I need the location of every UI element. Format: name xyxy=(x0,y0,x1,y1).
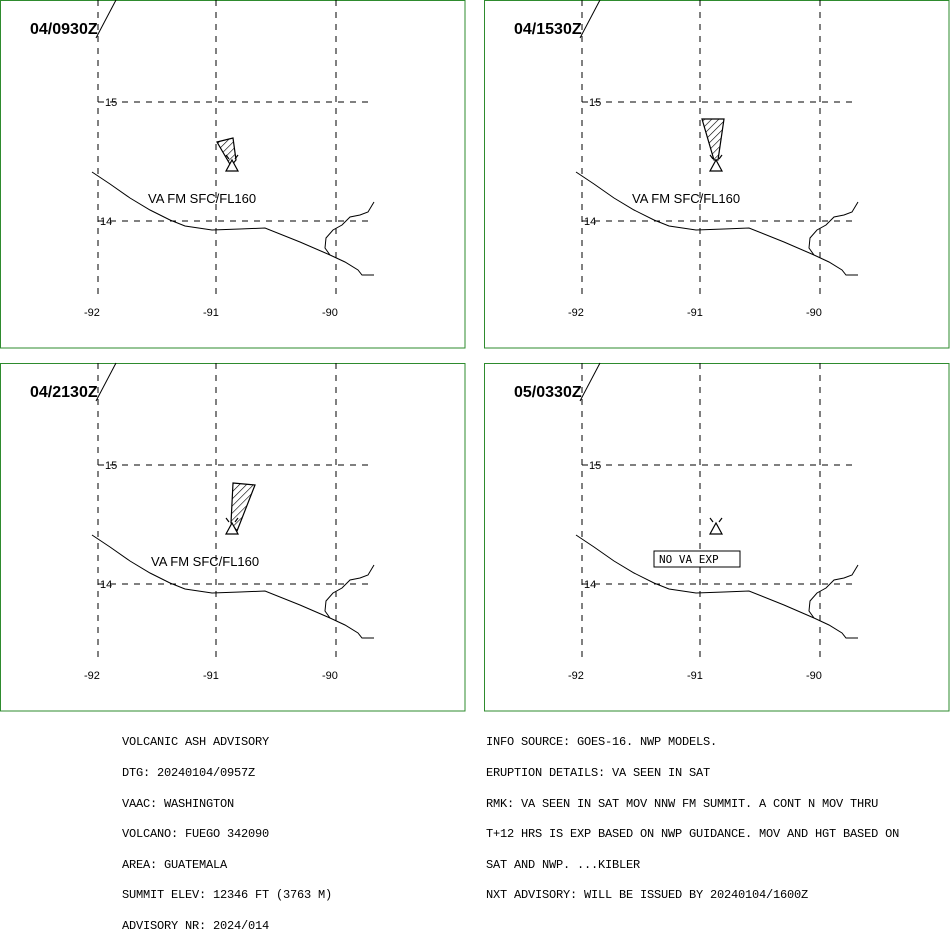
longitude-label: -92 xyxy=(568,307,584,319)
advisory-title: VOLCANIC ASH ADVISORY xyxy=(122,735,270,750)
longitude-label: -90 xyxy=(322,670,338,682)
eruption-details: ERUPTION DETAILS: VA SEEN IN SAT xyxy=(486,766,711,781)
longitude-label: -91 xyxy=(687,307,703,319)
latitude-label-15: 15 xyxy=(105,460,118,472)
advisory-volcano: VOLCANO: FUEGO 342090 xyxy=(122,827,270,842)
remarks-line-3: SAT AND NWP. ...KIBLER xyxy=(486,857,641,872)
advisory-details-block xyxy=(486,717,899,911)
panel-frame xyxy=(1,1,466,349)
volcano-plume-mark xyxy=(226,518,229,522)
longitude-label: -92 xyxy=(84,670,100,682)
longitude-label: -91 xyxy=(203,670,219,682)
map-edge-line xyxy=(580,0,600,38)
advisory-vaac: VAAC: WASHINGTON xyxy=(122,796,235,811)
longitude-label: -90 xyxy=(322,307,338,319)
longitude-label: -92 xyxy=(84,307,100,319)
coastline xyxy=(92,172,374,275)
latitude-label-15: 15 xyxy=(105,97,118,109)
coastline-inlet xyxy=(809,565,858,618)
volcano-plume-mark xyxy=(710,518,713,522)
advisory-header-block xyxy=(122,717,332,941)
map-edge-line xyxy=(96,363,116,401)
map-panel-3 xyxy=(0,363,465,711)
map-panel-1 xyxy=(0,0,465,348)
advisory-number: ADVISORY NR: 2024/014 xyxy=(122,919,270,934)
latitude-label-14: 14 xyxy=(100,579,113,591)
forecast-time-label: 04/0930Z xyxy=(30,21,98,38)
forecast-time-label: 04/1530Z xyxy=(514,21,582,38)
info-source: INFO SOURCE: GOES-16. NWP MODELS. xyxy=(486,735,718,750)
panel-frame xyxy=(485,1,950,349)
map-panel-canvas xyxy=(484,0,950,349)
longitude-label: -91 xyxy=(203,307,219,319)
remarks-line-2: T+12 HRS IS EXP BASED ON NWP GUIDANCE. MOV AND HGT BASED ON xyxy=(486,827,900,842)
no-va-label: NO VA EXP xyxy=(659,553,719,566)
advisory-summit-elev: SUMMIT ELEV: 12346 FT (3763 M) xyxy=(122,888,333,903)
ash-cloud-polygon xyxy=(231,483,255,531)
coastline-inlet xyxy=(325,565,374,618)
latitude-label-15: 15 xyxy=(589,97,602,109)
map-panel-canvas xyxy=(0,0,466,349)
ash-cloud-polygon xyxy=(702,119,724,160)
map-panel-4 xyxy=(484,363,949,711)
volcano-symbol xyxy=(710,523,722,534)
panel-frame xyxy=(1,364,466,712)
panel-frame xyxy=(485,364,950,712)
next-advisory: NXT ADVISORY: WILL BE ISSUED BY 20240104/1600Z xyxy=(486,888,809,903)
coastline xyxy=(576,535,858,638)
volcano-plume-mark xyxy=(719,518,722,522)
va-level-label: VA FM SFC/FL160 xyxy=(148,191,257,206)
longitude-label: -91 xyxy=(687,670,703,682)
advisory-dtg: DTG: 20240104/0957Z xyxy=(122,766,256,781)
latitude-label-15: 15 xyxy=(589,460,602,472)
forecast-time-label: 05/0330Z xyxy=(514,384,582,401)
map-panel-2 xyxy=(484,0,949,348)
va-level-label: VA FM SFC/FL160 xyxy=(632,191,741,206)
longitude-label: -92 xyxy=(568,670,584,682)
forecast-time-label: 04/2130Z xyxy=(30,384,98,401)
coastline xyxy=(92,535,374,638)
remarks-line-1: RMK: VA SEEN IN SAT MOV NNW FM SUMMIT. A CONT N MOV THRU xyxy=(486,796,879,811)
longitude-label: -90 xyxy=(806,307,822,319)
longitude-label: -90 xyxy=(806,670,822,682)
map-panel-canvas xyxy=(484,363,950,712)
va-level-label: VA FM SFC/FL160 xyxy=(151,554,260,569)
latitude-label-14: 14 xyxy=(584,216,597,228)
advisory-area: AREA: GUATEMALA xyxy=(122,857,228,872)
map-panel-canvas xyxy=(0,363,466,712)
map-edge-line xyxy=(96,0,116,38)
coastline-inlet xyxy=(325,202,374,255)
volcano-symbol xyxy=(710,160,722,171)
map-edge-line xyxy=(580,363,600,401)
volcano-plume-mark xyxy=(719,155,722,159)
latitude-label-14: 14 xyxy=(584,579,597,591)
coastline-inlet xyxy=(809,202,858,255)
latitude-label-14: 14 xyxy=(100,216,113,228)
coastline xyxy=(576,172,858,275)
